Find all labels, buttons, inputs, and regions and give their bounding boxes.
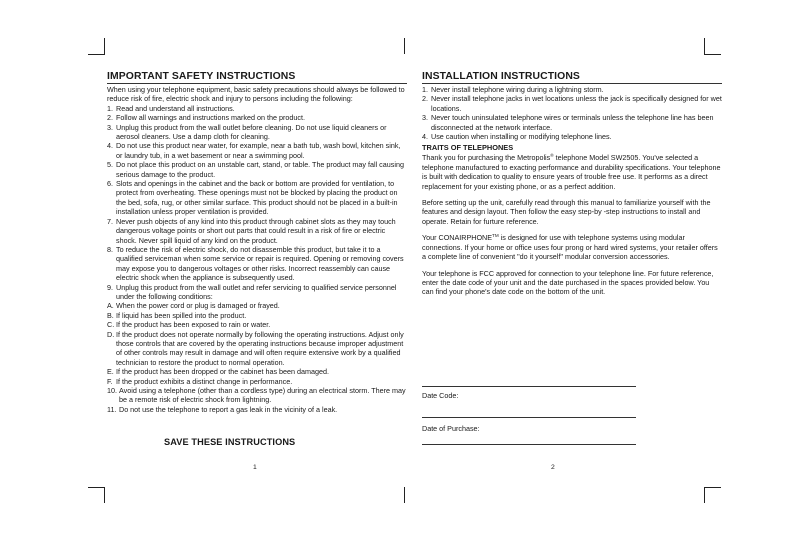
date-of-purchase-label: Date of Purchase: [422,424,480,433]
safety-intro: When using your telephone equipment, basic safety precautions should always be followed to reduce risk of fire, electric shock and injury to persons including the following: [107,85,405,104]
list-item-text: Use caution when installing or modifying telephone lines. [431,132,612,142]
list-item-number: A. [107,301,114,311]
list-item [422,113,722,132]
conairphone-text-b: is designed for use with telephone systems using modular connections. If your home or office uses four prong or hard wired systems, your retailer offers a complete line of convenient "do it yourself" modular conversion accessories. [422,233,718,262]
list-item-number: 2. [107,113,113,123]
list-item [107,123,407,142]
list-item-text: Never touch uninsulated telephone wires or terminals unless the telephone line has been disconnected at the network interface. [431,113,714,132]
thank-you-text-b: telephone Model SW2505. You've selected a telephone manufactured to exacting performance and durability specifications. Your telephone is built with dedication to quality to ensure years of trouble free use. It performs as a direct replacement for your existing phone, or as a perfect addition. [422,153,721,191]
list-item-text: Unplug this product from the wall outlet and refer servicing to qualified service personnel under the following conditions: [116,282,397,301]
list-item-number: F. [107,376,113,386]
crop-mark-bottom-right-horizontal [704,487,721,488]
save-instructions-heading: SAVE THESE INSTRUCTIONS [164,437,296,447]
list-item-text: If the product has been dropped or the cabinet has been damaged. [116,367,329,377]
setup-paragraph: Before setting up the unit, carefully read through this manual to familiarize yourself with the features and design layout. Then follow the easy step-by -step instructions to install and operate. Retain for furture reference. [422,198,711,226]
list-item-number: 5. [107,160,113,170]
list-item [422,85,722,94]
list-item-number: 6. [107,179,113,189]
crop-mark-bottom-center [404,487,405,503]
crop-mark-bottom-left-vertical [104,487,105,503]
list-item-text: To reduce the risk of electric shock, do not disassemble this product, but take it to a qualified serviceman when some service or repair is required. Opening or removing covers may expose you to dangerous voltages or other risks. Incorrect reassembly can cause electric shock when the appliance is subsequently used. [116,244,404,283]
conairphone-paragraph [422,233,722,261]
list-item-number: 9. [107,282,113,292]
crop-mark-bottom-left-horizontal [88,487,105,488]
list-item [107,217,407,245]
thank-you-text-a: Thank you for purchasing the Metropolis [422,153,551,163]
list-item-text: Avoid using a telephone (other than a cordless type) during an electrical storm. There may be a remote risk of electric shock from lightning. [119,386,406,405]
list-item-number: 3. [422,113,428,123]
list-item [107,311,407,320]
page-number-1: 1 [253,464,257,471]
list-item [107,320,407,329]
list-item-text: Do not place this product on an unstable cart, stand, or table. The product may fall causing serious damage to the product. [116,160,404,179]
list-item-text: Unplug this product from the wall outlet before cleaning. Do not use liquid cleaners or aerosol cleaners. Use a damp cloth for cleaning. [116,122,387,142]
list-item-number: D. [107,329,115,339]
list-item-text: Do not use the telephone to report a gas leak in the vicinity of a leak. [119,404,338,414]
list-item [422,132,722,141]
list-item-number: 8. [107,244,113,254]
traits-title: TRAITS OF TELEPHONES [422,143,514,153]
list-item-text: Never install telephone wiring during a lightning storm. [431,85,604,94]
list-item [107,330,407,368]
list-item-text: Slots and openings in the cabinet and the back or bottom are provided for ventilation, to protect from overheating. These openings must not be blocked by placing the product on the bed, sofa, rug, or other similar surface. This product should not be placed in a built-in installation unless proper ventilation is provided. [116,179,398,217]
list-item [107,386,407,405]
list-item [107,283,407,302]
list-item-text: Read and understand all instructions. [116,103,235,113]
list-item-number: 7. [107,216,113,226]
installation-title: INSTALLATION INSTRUCTIONS [422,71,722,84]
list-item [422,94,722,113]
list-item-number: 4. [422,132,428,142]
registered-mark: ® [550,153,554,159]
list-item-text: If the product does not operate normally by following the operating instructions. Adjust only those controls that are covered by the operating instructions because improper adjustment of other controls may result in damage and will often require extensive work by a qualified technician to restore the product to normal operation. [116,329,404,367]
crop-mark-top-center [404,38,405,54]
crop-mark-top-left-horizontal [88,54,105,55]
thank-you-paragraph [422,153,722,191]
crop-mark-top-right-vertical [704,38,705,54]
date-of-purchase-entry-line[interactable] [422,444,636,445]
list-item-number: 10. [107,386,117,395]
list-item-text: Never push objects of any kind into this product through cabinet slots as they may touch dangerous voltage points or short out parts that could result in a risk of fire or electric shock. Never spill liquid of any kind on the product. [116,216,396,245]
list-item [107,160,407,179]
list-item-text: If liquid has been spilled into the product. [116,310,247,320]
safety-title: IMPORTANT SAFETY INSTRUCTIONS [107,71,407,84]
page-1-column [107,71,407,414]
list-item-number: 1. [107,103,113,113]
safety-list [107,104,407,414]
list-item [107,245,407,283]
list-item [107,141,407,160]
list-item-text: When the power cord or plug is damaged or frayed. [116,301,280,311]
installation-list [422,85,722,141]
list-item-text: Do not use this product near water, for example, near a bath tub, wash bowl, kitchen sink, or laundry tub, in a wet basement or near a swimming pool. [116,141,401,160]
date-code-entry-line[interactable] [422,417,636,418]
date-code-label: Date Code: [422,391,459,400]
crop-mark-top-left-vertical [104,38,105,54]
list-item-number: C. [107,320,115,330]
conairphone-text-a: Your CONAIRPHONE [422,233,493,243]
list-item-number: 11. [107,404,117,414]
list-item-number: 2. [422,94,428,104]
trademark-mark: TM [492,233,499,239]
list-item-number: E. [107,367,114,377]
date-code-top-rule [422,386,636,387]
list-item-number: 1. [422,85,428,94]
list-item-text: Follow all warnings and instructions marked on the product. [116,113,305,123]
list-item-text: Never install telephone jacks in wet locations unless the jack is specifically designed for wet locations. [431,94,722,113]
list-item [107,367,407,376]
list-item-number: 4. [107,141,113,151]
list-item [107,113,407,122]
list-item-text: If the product has been exposed to rain or water. [116,320,271,330]
list-item-number: B. [107,310,114,320]
list-item [107,104,407,113]
list-item-text: If the product exhibits a distinct change in performance. [116,376,293,386]
list-item [107,405,407,414]
list-item [107,301,407,310]
page-2-column [422,71,722,297]
list-item-number: 3. [107,122,113,132]
page-number-2: 2 [551,464,555,471]
list-item [107,179,407,217]
fcc-paragraph: Your telephone is FCC approved for connection to your telephone line. For future reference, enter the date code of your unit and the date purchased in the spaces provided below. You can find your phone's date code on the bottom of the unit. [422,268,714,297]
crop-mark-bottom-right-vertical [704,487,705,503]
list-item [107,377,407,386]
crop-mark-top-right-horizontal [704,54,721,55]
